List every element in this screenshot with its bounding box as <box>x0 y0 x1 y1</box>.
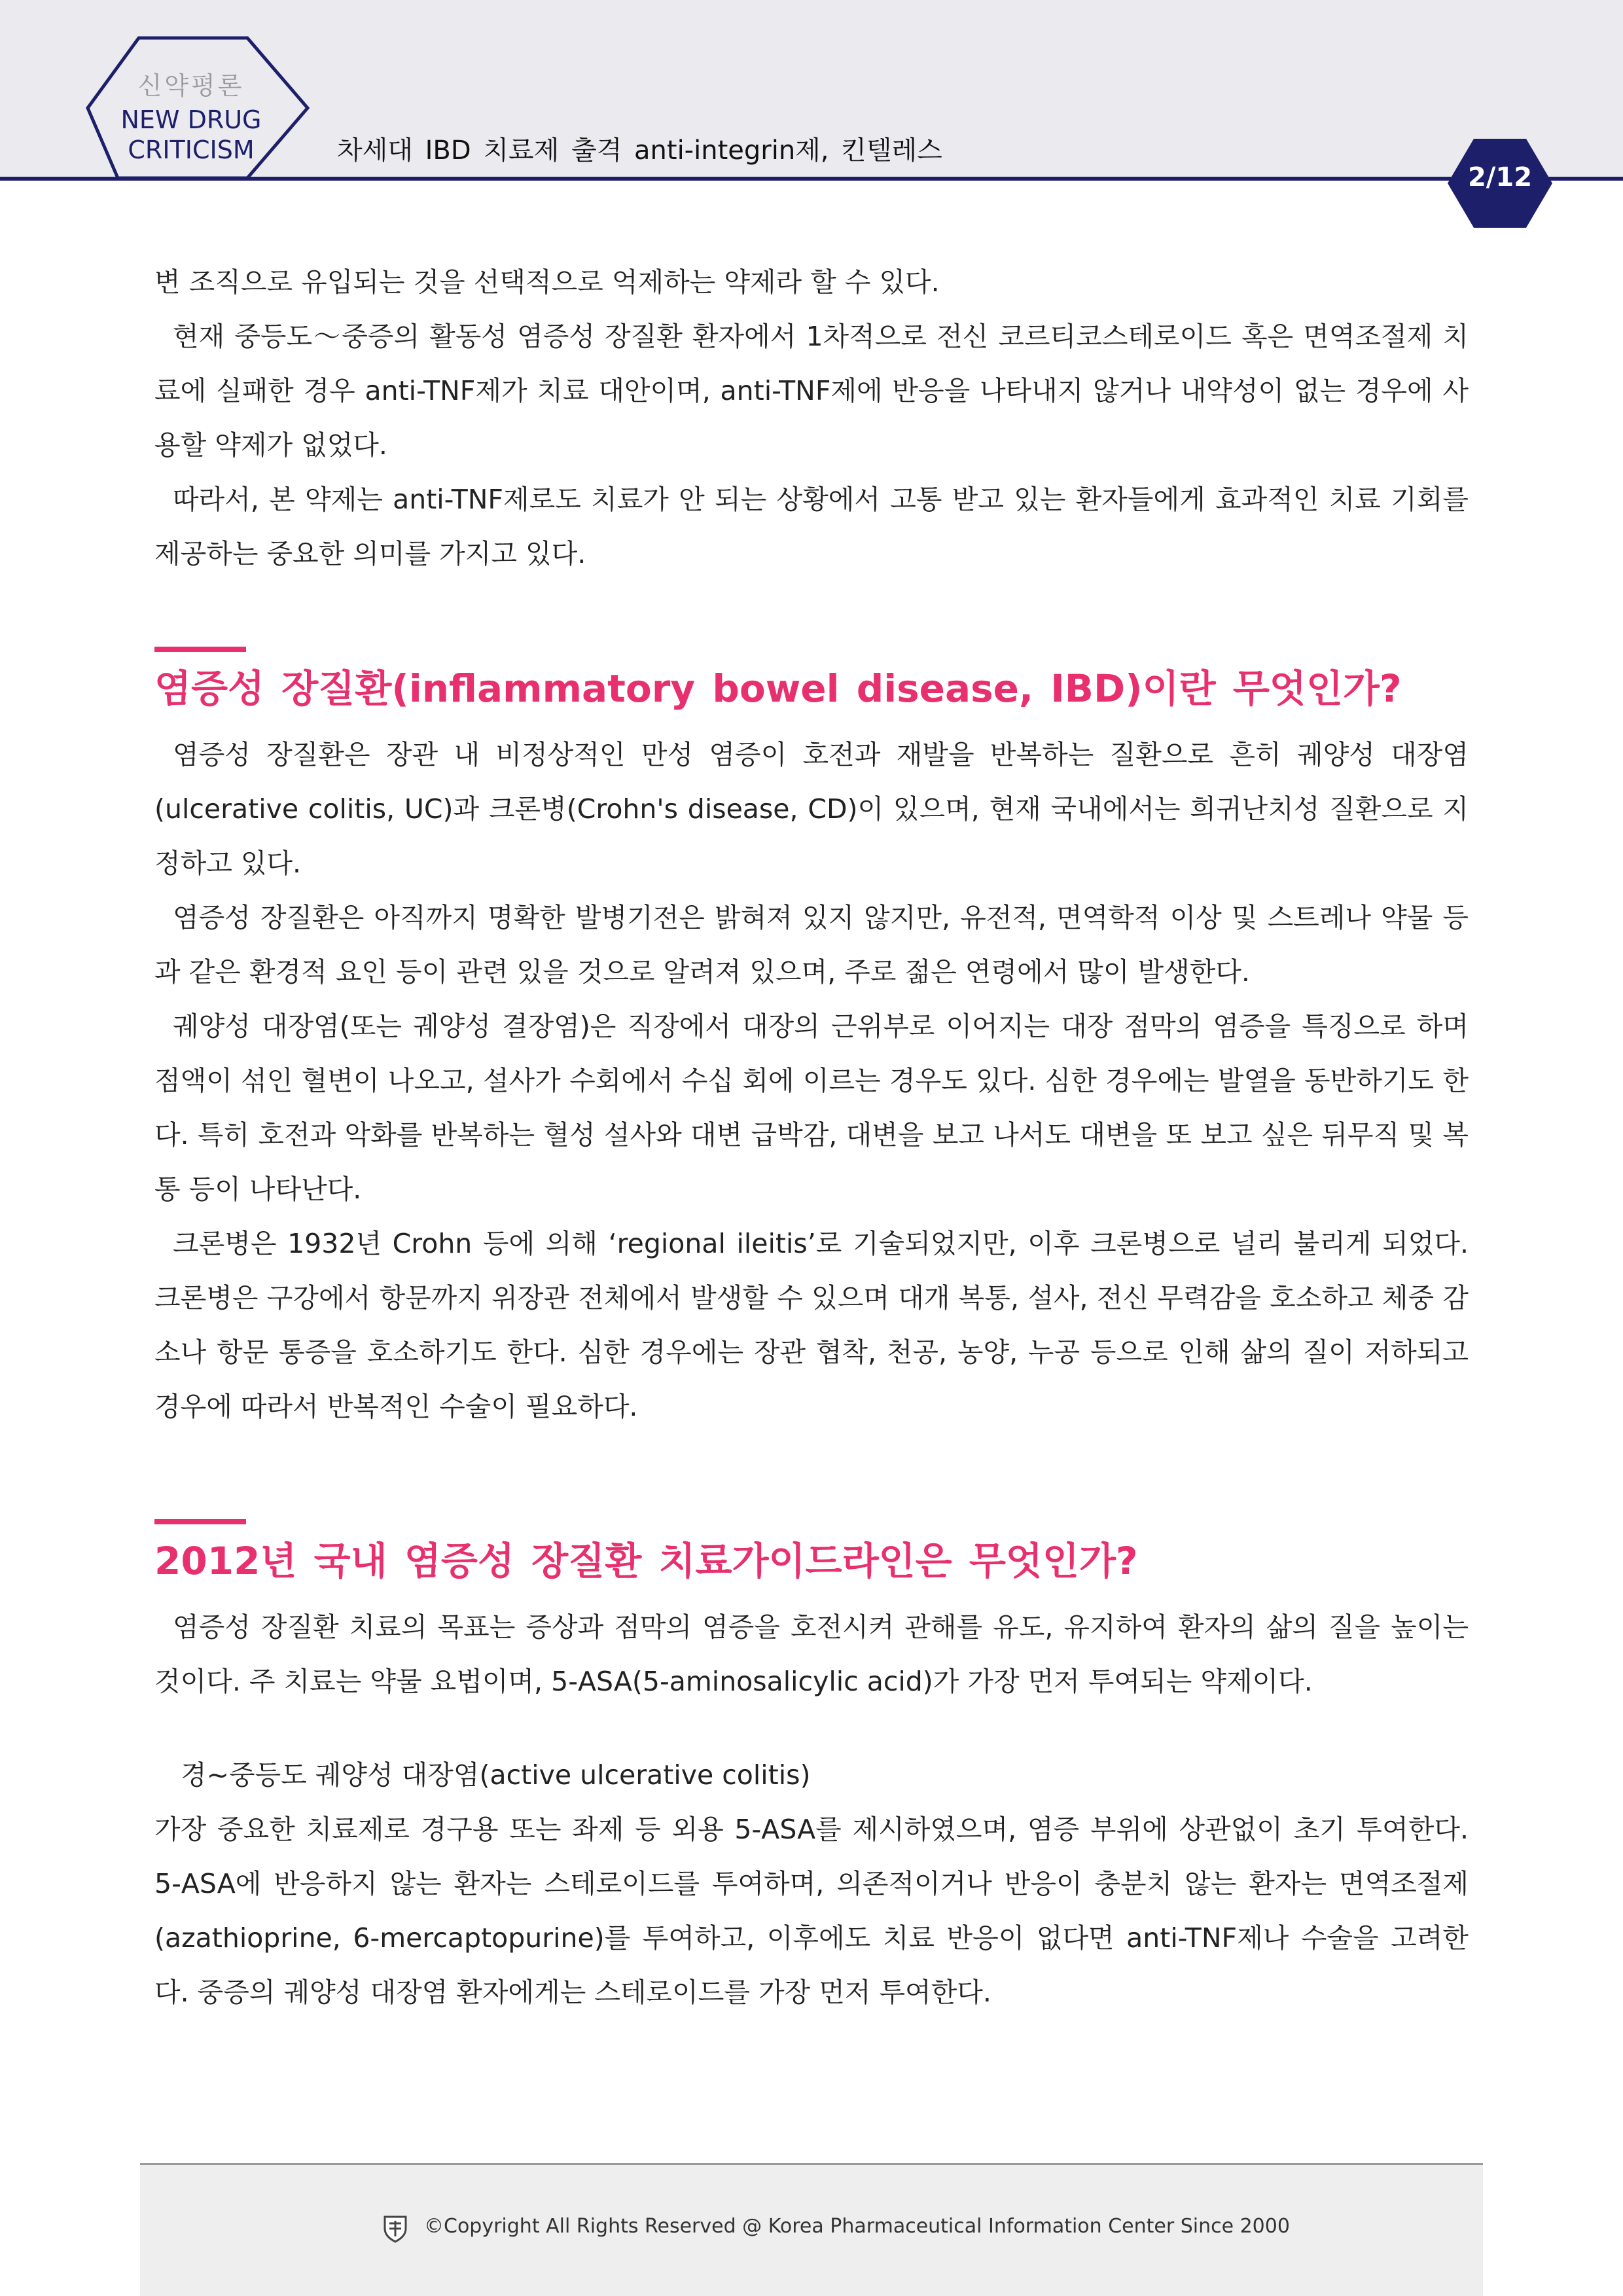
subsection-heading: 경~중등도 궤양성 대장염(active ulcerative colitis) <box>181 1759 811 1791</box>
page-header <box>0 0 1623 190</box>
section-title: 2012년 국내 염증성 장질환 치료가이드라인은 무엇인가? <box>154 1539 1138 1583</box>
logo-english-text <box>113 105 270 165</box>
section-accent-bar <box>154 1519 246 1524</box>
section-paragraph: 크론병은 1932년 Crohn 등에 의해 ‘regional ileitis’로 기술되었지만, 이후 크론병으로 널리 불리게 되었다. 크론병은 구강에서 항문까지 위장관 전체에서 발생할 수 있으며 대개 복통, 설사, 전신 무력감을 호소하고 체중 감소나 항문 통증을 호소하기도 한다. 심한 경우에는 장관 협착, 천공, 농양, 누공 등으로 인해 삶의 질이 저하되고 경우에 따라서 반복적인 수술이 필요하다. <box>154 1228 1469 1422</box>
page-number: 2/12 <box>1467 162 1533 192</box>
intro-paragraph: 현재 중등도～중증의 활동성 염증성 장질환 환자에서 1차적으로 전신 코르티코스테로이드 혹은 면역조절제 치료에 실패한 경우 anti-TNF제가 치료 대안이며, anti-TNF제에 반응을 나타내지 않거나 내약성이 없는 경우에 사용할 약제가 없었다. <box>154 321 1469 461</box>
section-paragraph: 염증성 장질환은 아직까지 명확한 발병기전은 밝혀져 있지 않지만, 유전적, 면역학적 이상 및 스트레나 약물 등과 같은 환경적 요인 등이 관련 있을 것으로 알려져 있으며, 주로 젊은 연령에서 많이 발생한다. <box>154 902 1469 988</box>
section-ibd-definition <box>154 647 1469 1434</box>
section-title: 염증성 장질환(inflammatory bowel disease, IBD)이란 무엇인가? <box>154 666 1402 711</box>
logo-line-1: NEW DRUG <box>120 105 262 134</box>
shield-logo-icon <box>382 2214 408 2243</box>
section-paragraph: 염증성 장질환은 장관 내 비정상적인 만성 염증이 호전과 재발을 반복하는 질환으로 흔히 궤양성 대장염(ulcerative colitis, UC)과 크론병(Crohn's disease, CD)이 있으며, 현재 국내에서는 희귀난치성 질환으로 지정하고 있다. <box>154 739 1469 879</box>
intro-paragraph: 변 조직으로 유입되는 것을 선택적으로 억제하는 약제라 할 수 있다. <box>154 266 940 298</box>
section-paragraph: 염증성 장질환 치료의 목표는 증상과 점막의 염증을 호전시켜 관해를 유도, 유지하여 환자의 삶의 질을 높이는 것이다. 주 치료는 약물 요법이며, 5-ASA(5-aminosalicylic acid)가 가장 먼저 투여되는 약제이다. <box>154 1611 1469 1697</box>
document-title: 차세대 IBD 치료제 출격 anti-integrin제, 킨텔레스 <box>337 135 942 166</box>
logo-line-2: CRITICISM <box>128 135 255 164</box>
intro-paragraph: 따라서, 본 약제는 anti-TNF제로도 치료가 안 되는 상황에서 고통 받고 있는 환자들에게 효과적인 치료 기회를 제공하는 중요한 의미를 가지고 있다. <box>154 484 1469 569</box>
copyright-text: ©Copyright All Rights Reserved @ Korea Pharmaceutical Information Center Since 2000 <box>424 2215 1290 2238</box>
main-content <box>154 255 1469 2020</box>
section-accent-bar <box>154 647 246 652</box>
section-guideline-2012 <box>154 1519 1469 2020</box>
section-paragraph: 궤양성 대장염(또는 궤양성 결장염)은 직장에서 대장의 근위부로 이어지는 대장 점막의 염증을 특징으로 하며 점액이 섞인 혈변이 나오고, 설사가 수회에서 수십 회에 이르는 경우도 있다. 심한 경우에는 발열을 동반하기도 한다. 특히 호전과 악화를 반복하는 혈성 설사와 대변 급박감, 대변을 보고 나서도 대변을 또 보고 싶은 뒤무직 및 복통 등이 나타난다. <box>154 1011 1469 1205</box>
logo-korean-text: 신약평론 <box>137 71 245 100</box>
subsection-paragraph: 가장 중요한 치료제로 경구용 또는 좌제 등 외용 5-ASA를 제시하였으며, 염증 부위에 상관없이 초기 투여한다. 5-ASA에 반응하지 않는 환자는 스테로이드를 투여하며, 의존적이거나 반응이 충분치 않는 환자는 면역조절제(azathioprine, 6-mercaptopurine)를 투여하고, 이후에도 치료 반응이 없다면 anti-TNF제나 수술을 고려한다. 중증의 궤양성 대장염 환자에게는 스테로이드를 가장 먼저 투여한다. <box>154 1814 1469 2008</box>
